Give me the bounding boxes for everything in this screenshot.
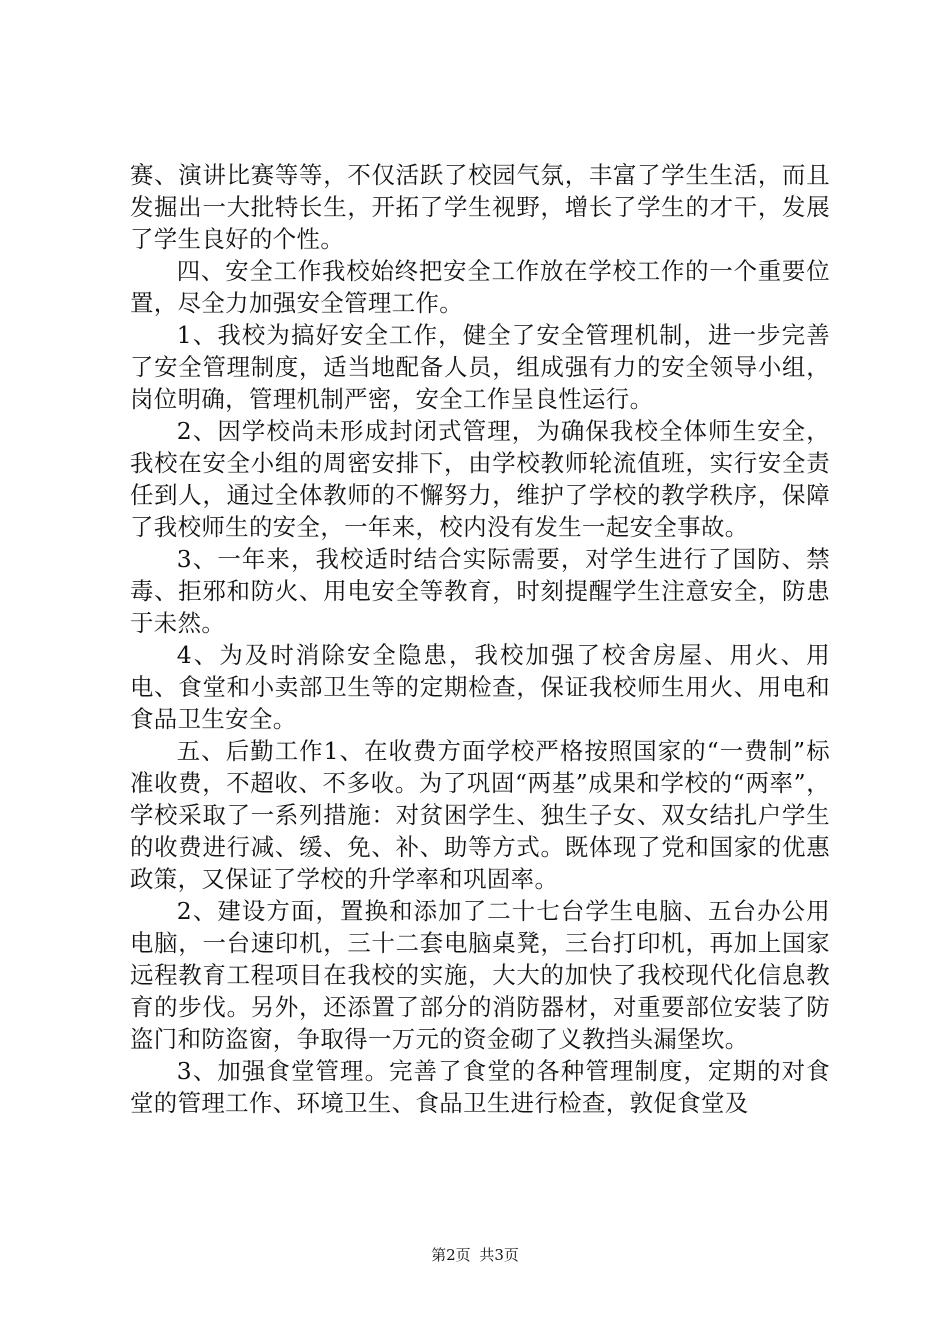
page-total: 共3页 (479, 1246, 519, 1264)
page-footer (0, 1245, 950, 1265)
paragraph-safety-3: 3、一年来，我校适时结合实际需要，对学生进行了国防、禁毒、拒邪和防火、用电安全等教育，时刻提醒学生注意安全，防患于未然。 (130, 545, 830, 637)
document-body (130, 159, 830, 1119)
paragraph-logistics-3: 3、加强食堂管理。完善了食堂的各种管理制度，定期的对食堂的管理工作、环境卫生、食品卫生进行检查，敦促食堂及 (130, 1057, 830, 1117)
paragraph-safety-heading: 四、安全工作我校始终把安全工作放在学校工作的一个重要位置，尽全力加强安全管理工作。 (130, 257, 830, 317)
paragraph-safety-4: 4、为及时消除安全隐患，我校加强了校舍房屋、用火、用电、食堂和小卖部卫生等的定期检查，保证我校师生用火、用电和食品卫生安全。 (130, 641, 830, 733)
paragraph-continuation: 赛、演讲比赛等等，不仅活跃了校园气氛，丰富了学生生活，而且发掘出一大批特长生，开拓了学生视野，增长了学生的才干，发展了学生良好的个性。 (130, 161, 830, 253)
paragraph-safety-2: 2、因学校尚未形成封闭式管理，为确保我校全体师生安全，我校在安全小组的周密安排下，由学校教师轮流值班，实行安全责任到人，通过全体教师的不懈努力，维护了学校的教学秩序，保障了我校师生的安全，一年来，校内没有发生一起安全事故。 (130, 417, 830, 541)
page-number: 第2页 (431, 1246, 471, 1264)
paragraph-safety-1: 1、我校为搞好安全工作，健全了安全管理机制，进一步完善了安全管理制度，适当地配备人员，组成强有力的安全领导小组，岗位明确，管理机制严密，安全工作呈良性运行。 (130, 321, 830, 413)
paragraph-logistics-heading: 五、后勤工作1、在收费方面学校严格按照国家的“一费制”标准收费，不超收、不多收。为了巩固“两基”成果和学校的“两率”，学校采取了一系列措施：对贫困学生、独生子女、双女结扎户学生的收费进行减、缓、免、补、助等方式。既体现了党和国家的优惠政策，又保证了学校的升学率和巩固率。 (130, 737, 830, 893)
paragraph-logistics-2: 2、建设方面，置换和添加了二十七台学生电脑、五台办公用电脑，一台速印机，三十二套电脑桌凳，三台打印机，再加上国家远程教育工程项目在我校的实施，大大的加快了我校现代化信息教育的步伐。另外，还添置了部分的消防器材，对重要部位安装了防盗门和防盗窗，争取得一万元的资金砌了义教挡头漏堡坎。 (130, 897, 830, 1053)
